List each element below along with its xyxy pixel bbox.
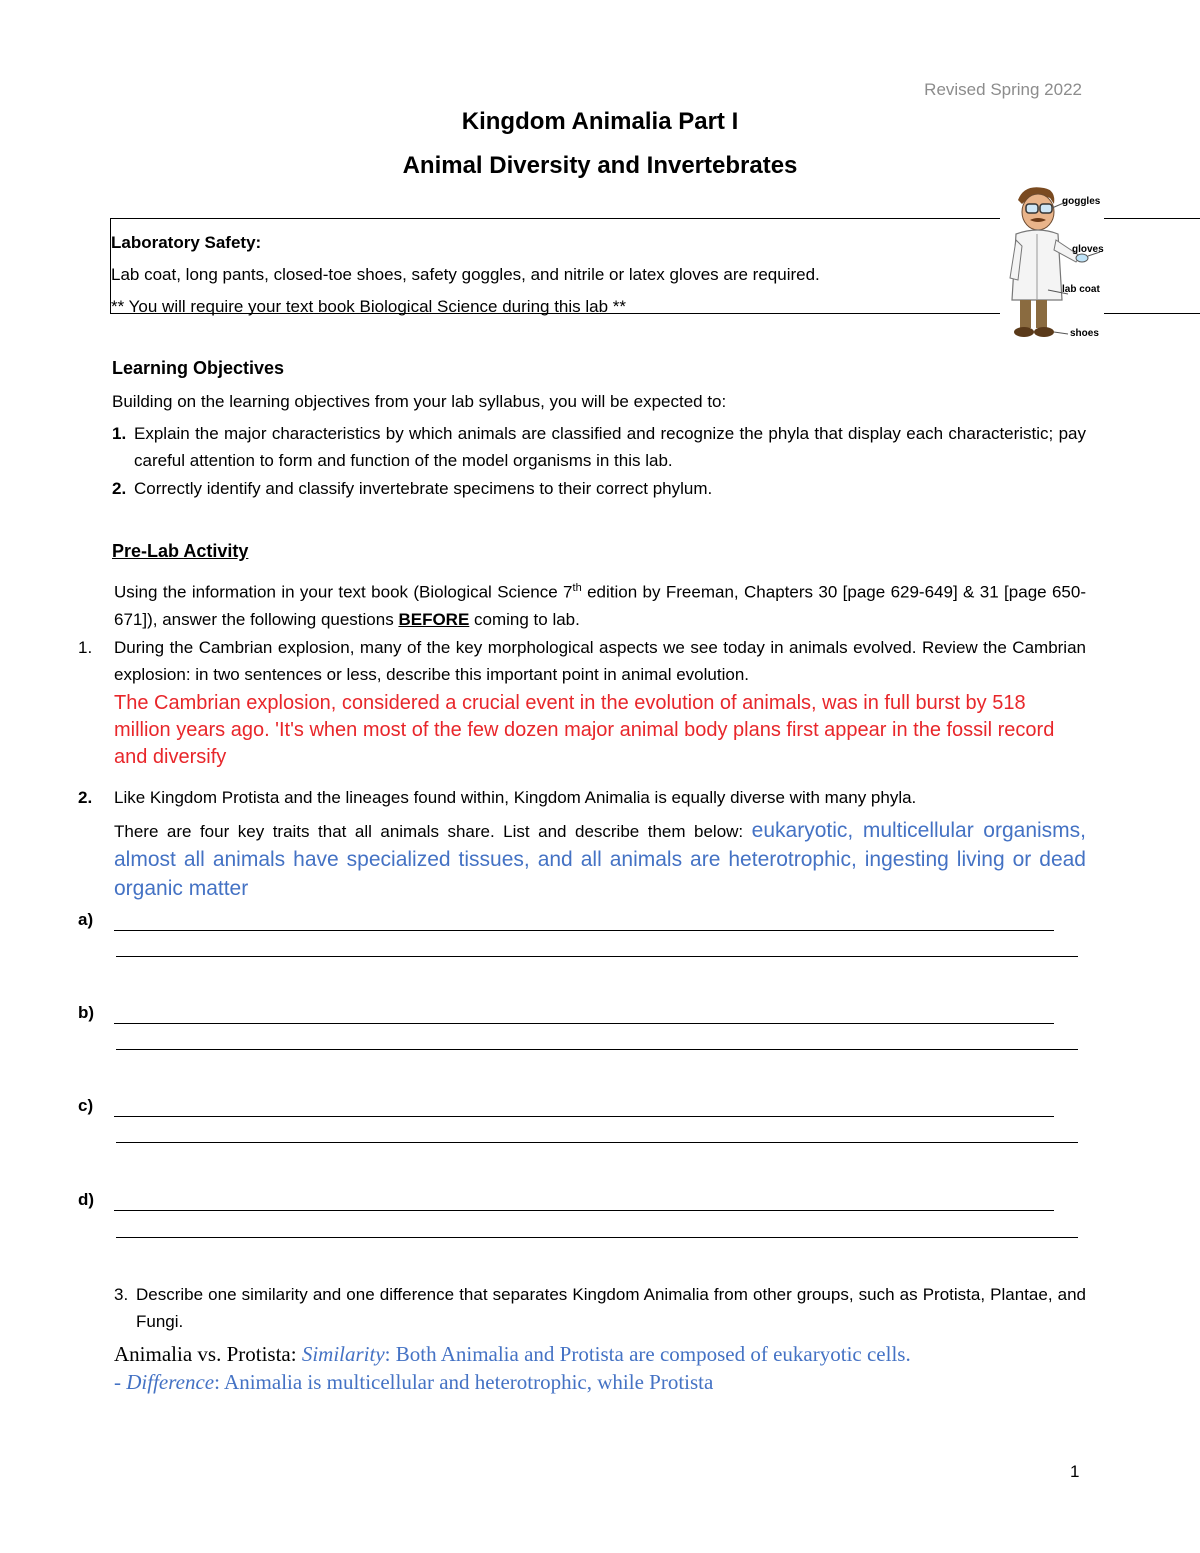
objective-2-text: Correctly identify and classify invertebrate specimens to their correct phylum.	[134, 479, 713, 498]
prelab-heading: Pre-Lab Activity	[112, 541, 249, 561]
question-3-answer-line-1[interactable]	[114, 1340, 1094, 1368]
answer-line-d-2[interactable]	[116, 1237, 1078, 1238]
safety-box-top-rule-right	[1104, 218, 1200, 219]
answer-line-d-1[interactable]	[114, 1210, 1054, 1211]
answer-line-b-2[interactable]	[116, 1049, 1078, 1050]
q3-similarity-text: : Both Animalia and Protista are composed of eukaryotic cells.	[384, 1342, 911, 1366]
question-2-prompt: There are four key traits that all animals share. List and describe them below:	[114, 822, 744, 841]
answer-line-a-1[interactable]	[114, 930, 1054, 931]
answer-line-a-2[interactable]	[116, 956, 1078, 957]
q3-difference-dash: -	[114, 1370, 127, 1394]
page-title: Kingdom Animalia Part I	[461, 108, 739, 135]
prelab-intro-part-a: Using the information in your text book (Biological Science 7	[114, 582, 573, 602]
q3-similarity-label: Similarity	[301, 1342, 385, 1366]
q3-difference-label: Difference	[126, 1370, 215, 1394]
question-3-text: Describe one similarity and one difference that separates Kingdom Animalia from other groups, such as Protista, Plantae, and Fungi.	[136, 1285, 1086, 1331]
figure-label-shoes: shoes	[1070, 328, 1099, 339]
safety-heading: Laboratory Safety:	[111, 233, 262, 252]
page-subtitle: Animal Diversity and Invertebrates	[402, 152, 798, 179]
page-number: 1	[1070, 1462, 1080, 1481]
objective-1-text: Explain the major characteristics by which animals are classified and recognize the phyla that display each characteristic; pay careful attention to form and function of the model organisms in this lab.	[134, 424, 1086, 470]
prelab-intro-part-c: coming to lab.	[469, 609, 580, 629]
blank-label-c: c)	[78, 1096, 94, 1115]
question-3-number: 3.	[114, 1285, 129, 1304]
objective-2-number: 2.	[112, 479, 127, 498]
safety-box	[110, 218, 1000, 314]
blank-label-b: b)	[78, 1003, 95, 1022]
question-2-prompt-and-answer	[114, 816, 1086, 903]
figure-label-goggles: goggles	[1062, 196, 1101, 207]
prelab-intro	[114, 575, 1086, 633]
prelab-intro-before: BEFORE	[398, 609, 470, 629]
question-2-answer[interactable]: eukaryotic, multicellular organisms, almost all animals have specialized tissues, and all animals are heterotrophic, ingesting living or dead organic matter	[114, 819, 1086, 900]
answer-line-c-2[interactable]	[116, 1142, 1078, 1143]
prelab-intro-sup: th	[572, 582, 582, 594]
figure-label-lab-coat: lab coat	[1062, 284, 1100, 295]
answer-line-b-1[interactable]	[114, 1023, 1054, 1024]
question-3-answer-line-2[interactable]	[114, 1368, 1094, 1396]
question-1-answer[interactable]: The Cambrian explosion, considered a crucial event in the evolution of animals, was in full burst by 518 million years ago. 'It's when most of the few dozen major animal body plans first appear in the fossil record and diversify	[114, 692, 1055, 768]
safety-requirements: Lab coat, long pants, closed-toe shoes, safety goggles, and nitrile or latex gloves are required.	[111, 265, 820, 284]
q3-difference-text: : Animalia is multicellular and heterotrophic, while Protista	[214, 1370, 714, 1394]
answer-line-c-1[interactable]	[114, 1116, 1054, 1117]
question-1-text: During the Cambrian explosion, many of the key morphological aspects we see today in animals evolved. Review the Cambrian explosion: in two sentences or less, describe this important point in animal evolution.	[114, 638, 1086, 684]
question-2-number: 2.	[78, 788, 93, 807]
prelab-intro-part-b: edition by Freeman, Chapters 30 [page 629-649] & 31 [page 650-671]), answer the following questions	[114, 582, 1087, 629]
blank-label-a: a)	[78, 910, 94, 929]
objectives-intro: Building on the learning objectives from your lab syllabus, you will be expected to:	[112, 392, 727, 411]
safety-box-bottom-rule-right	[1104, 313, 1200, 314]
question-2-text: Like Kingdom Protista and the lineages found within, Kingdom Animalia is equally diverse with many phyla.	[114, 788, 917, 807]
safety-textbook-note: ** You will require your text book Biological Science during this lab **	[111, 297, 627, 316]
blank-label-d: d)	[78, 1190, 95, 1209]
question-1-number: 1.	[78, 638, 93, 657]
objective-1-number: 1.	[112, 424, 127, 443]
figure-label-gloves: gloves	[1072, 244, 1104, 255]
q3-answer-prefix: Animalia vs. Protista:	[114, 1342, 297, 1366]
revised-date: Revised Spring 2022	[924, 80, 1082, 99]
objectives-heading: Learning Objectives	[112, 358, 285, 378]
